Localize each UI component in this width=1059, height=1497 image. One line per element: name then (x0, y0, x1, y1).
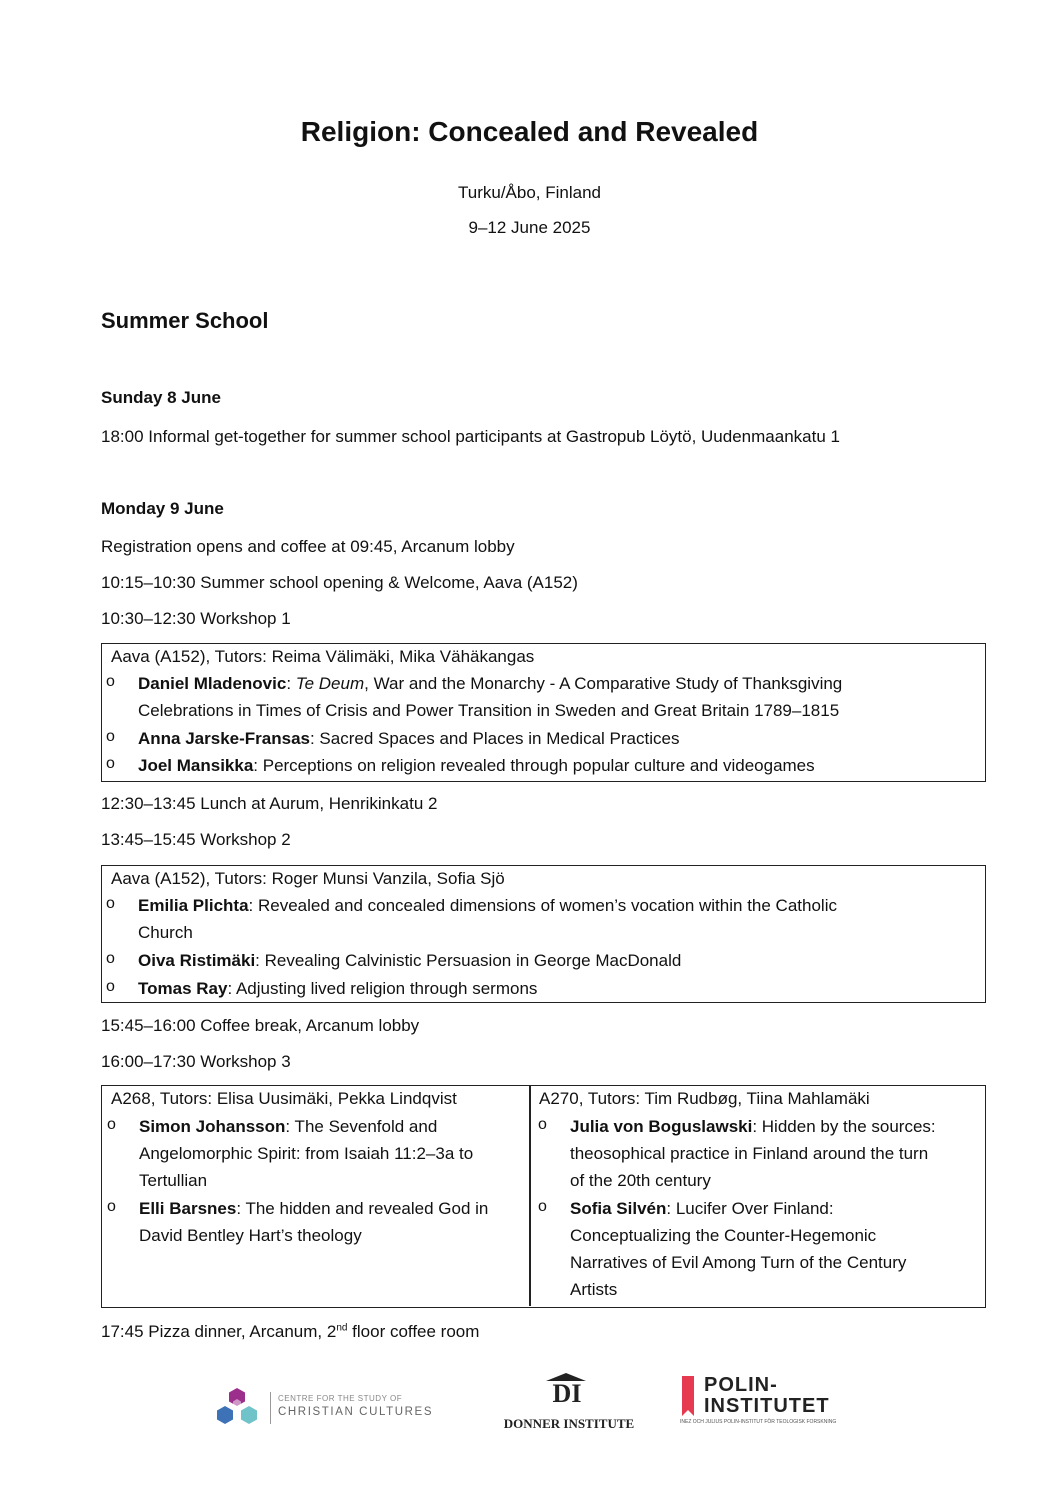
workshop1-time: 10:30–12:30 Workshop 1 (101, 609, 291, 628)
hexagon-cluster-icon (212, 1386, 264, 1432)
csc-logo-line1: CENTRE FOR THE STUDY OF (278, 1394, 403, 1403)
bullet: o (106, 978, 115, 995)
dinner-text-cont: floor coffee room (347, 1322, 480, 1341)
polin-subtitle: INEZ OCH JULIUS POLIN-INSTITUT FÖR TEOLOGISK FORSKNING (680, 1419, 837, 1425)
donner-mark: DI (552, 1379, 582, 1408)
workshop3-left-header: A268, Tutors: Elisa Uusimäki, Pekka Lindqvist (111, 1089, 457, 1108)
monday-heading: Monday 9 June (101, 499, 224, 518)
polin-logo (680, 1376, 860, 1428)
presenter-name: Tomas Ray (138, 979, 228, 998)
talk-title-cont: Angelomorphic Spirit: from Isaiah 11:2–3a to (139, 1144, 474, 1163)
sunday-heading: Sunday 8 June (101, 388, 221, 407)
talk-title-cont: David Bentley Hart’s theology (139, 1226, 362, 1245)
workshop3-time: 16:00–17:30 Workshop 3 (101, 1052, 291, 1071)
talk-title: : Adjusting lived religion through sermons (227, 979, 538, 998)
donner-name: DONNER INSTITUTE (503, 1416, 635, 1431)
workshop2-box (101, 865, 986, 1003)
talk-title: , War and the Monarchy - A Comparative Study of Thanksgiving (364, 674, 843, 693)
section-title: Summer School (101, 308, 269, 333)
bullet: o (538, 1116, 547, 1133)
csc-logo-line2: CHRISTIAN CULTURES (278, 1406, 434, 1418)
bullet: o (107, 1116, 116, 1133)
bullet: o (106, 728, 115, 745)
dinner-text: 17:45 Pizza dinner, Arcanum, 2 (101, 1322, 337, 1341)
presenter-name: Simon Johansson (139, 1117, 286, 1136)
presenter-name: Sofia Silvén (570, 1199, 667, 1218)
italic-title: Te Deum (295, 674, 365, 693)
talk-title-cont: Tertullian (139, 1171, 208, 1190)
presenter-name: Joel Mansikka (138, 756, 254, 775)
workshop3-table (101, 1085, 986, 1308)
workshop2-time: 13:45–15:45 Workshop 2 (101, 830, 291, 849)
bookmark-icon (680, 1376, 696, 1416)
polin-line1: POLIN- (704, 1374, 778, 1396)
ordinal-suffix: nd (336, 1322, 348, 1334)
talk-title-cont: Artists (570, 1280, 618, 1299)
workshop1-header: Aava (A152), Tutors: Reima Välimäki, Mika Vähäkangas (111, 647, 535, 666)
registration-line: Registration opens and coffee at 09:45, Arcanum lobby (101, 537, 515, 556)
talk-title-cont: Conceptualizing the Counter-Hegemonic (570, 1226, 877, 1245)
bullet: o (106, 950, 115, 967)
opening-line: 10:15–10:30 Summer school opening & Welcome, Aava (A152) (101, 573, 578, 592)
bullet: o (538, 1198, 547, 1215)
presenter-name: Oiva Ristimäki (138, 951, 256, 970)
presenter-name: Emilia Plichta (138, 896, 249, 915)
presenter-name: Elli Barsnes (139, 1199, 237, 1218)
coffee-line: 15:45–16:00 Coffee break, Arcanum lobby (101, 1016, 420, 1035)
page-title: Religion: Concealed and Revealed (300, 116, 759, 147)
bullet: o (106, 895, 115, 912)
presenter-name: Julia von Boguslawski (570, 1117, 753, 1136)
talk-title: : Perceptions on religion revealed through popular culture and videogames (253, 756, 815, 775)
csc-logo (212, 1386, 472, 1432)
talk-title: : Revealed and concealed dimensions of women’s vocation within the Catholic (248, 896, 837, 915)
talk-title: : Sacred Spaces and Places in Medical Practices (309, 729, 680, 748)
event-location: Turku/Åbo, Finland (458, 183, 601, 202)
presenter-name: Daniel Mladenovic (138, 674, 287, 693)
talk-title: : Lucifer Over Finland: (666, 1199, 834, 1218)
talk-title-cont: Church (138, 923, 193, 942)
talk-title-cont: Celebrations in Times of Crisis and Power Transition in Sweden and Great Britain 1789–1815 (138, 701, 840, 720)
talk-title: : Hidden by the sources: (752, 1117, 936, 1136)
lunch-line: 12:30–13:45 Lunch at Aurum, Henrikinkatu 2 (101, 794, 438, 813)
column-divider (529, 1086, 531, 1306)
bullet: o (106, 673, 115, 690)
talk-title: : Revealing Calvinistic Persuasion in George MacDonald (255, 951, 682, 970)
talk-title-cont: theosophical practice in Finland around the turn (570, 1144, 929, 1163)
dinner-line (101, 1322, 479, 1342)
workshop1-box (101, 643, 986, 782)
sunday-line: 18:00 Informal get-together for summer school participants at Gastropub Löytö, Uudenmaankatu 1 (101, 427, 840, 446)
workshop2-header: Aava (A152), Tutors: Roger Munsi Vanzila, Sofia Sjö (111, 869, 505, 888)
polin-line2: INSTITUTET (704, 1395, 830, 1417)
divider (270, 1392, 271, 1424)
talk-title: : The Sevenfold and (285, 1117, 438, 1136)
separator: : (286, 674, 296, 693)
bullet: o (106, 755, 115, 772)
event-dates: 9–12 June 2025 (468, 218, 591, 237)
talk-title: : The hidden and revealed God in (236, 1199, 489, 1218)
workshop3-right-header: A270, Tutors: Tim Rudbøg, Tiina Mahlamäki (539, 1089, 870, 1108)
presenter-name: Anna Jarske-Fransas (138, 729, 310, 748)
talk-title-cont: of the 20th century (570, 1171, 711, 1190)
talk-title-cont: Narratives of Evil Among Turn of the Century (570, 1253, 907, 1272)
donner-logo (494, 1373, 644, 1435)
bullet: o (107, 1198, 116, 1215)
